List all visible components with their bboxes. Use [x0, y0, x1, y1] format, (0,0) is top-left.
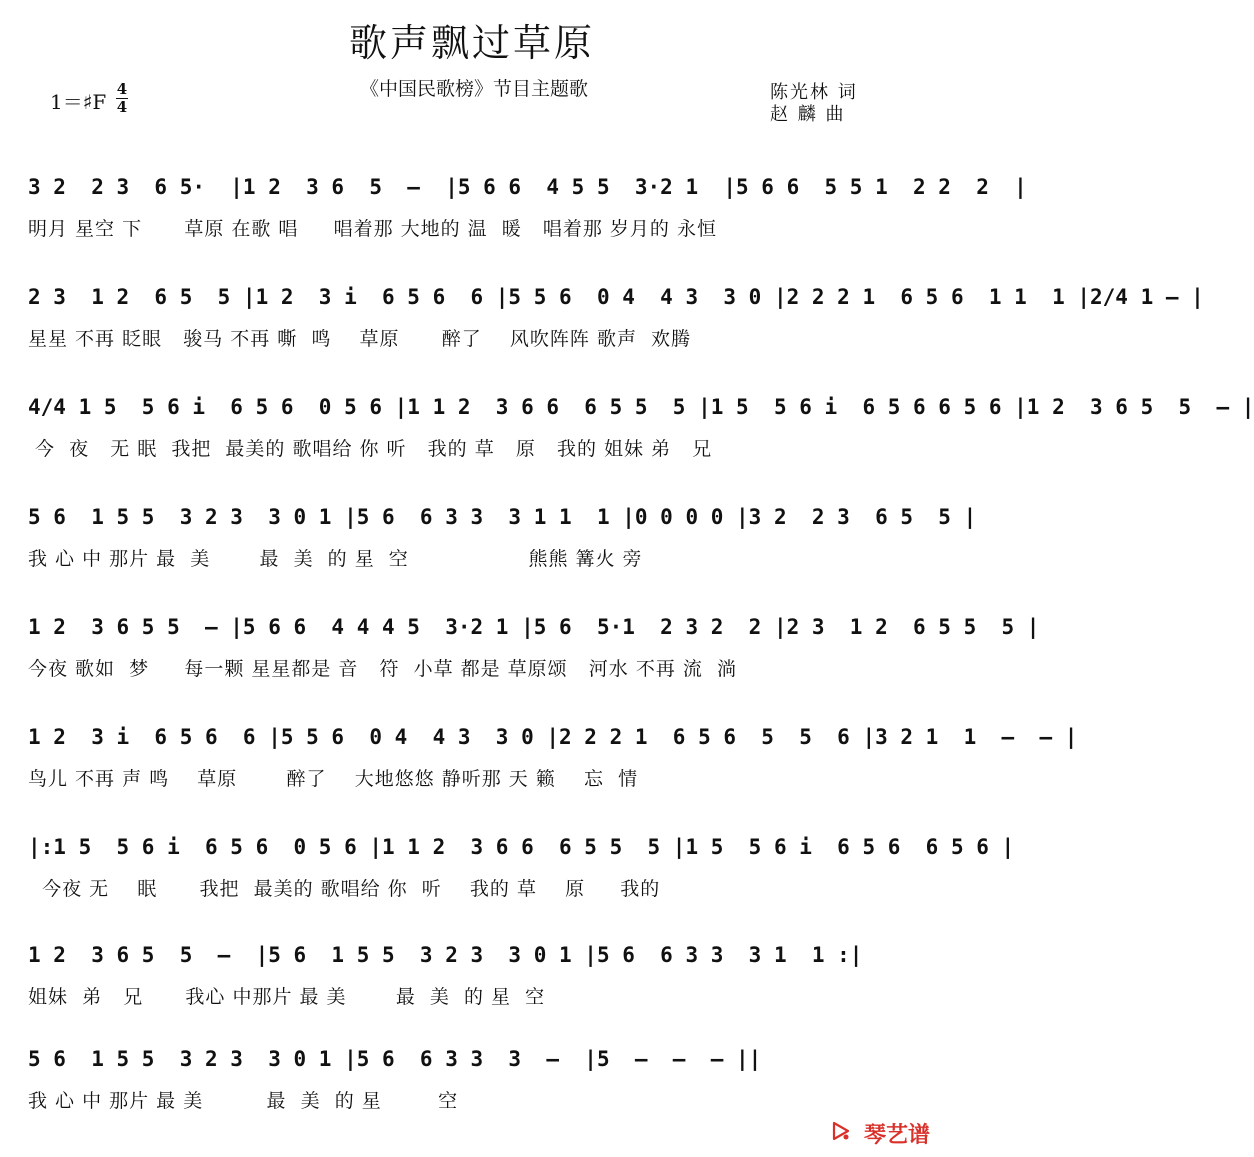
score-line-5 [28, 612, 1040, 684]
lyrics-line-6: 鸟儿 不再 声 鸣 草原 醉了 大地悠悠 静听那 天 籁 忘 情 [28, 768, 639, 790]
time-signature-bottom: 4 [116, 98, 128, 116]
notes-line-8: 1 2 3 6 5 5 – |5 6 1 5 5 3 2 3 3 0 1 |5 6 6 3 3 3 1 1 :| [28, 943, 863, 967]
score-line-8 [28, 940, 918, 1012]
time-signature-top: 4 [116, 80, 128, 98]
notes-line-1: 3 2 2 3 6 5· |1 2 3 6 5 – |5 6 6 4 5 5 3·2 1 |5 6 6 5 5 1 2 2 2 | [28, 175, 1027, 199]
score-line-1 [28, 172, 1027, 244]
subtitle: 《中国民歌榜》节目主题歌 [360, 78, 589, 100]
page-title: 歌声飘过草原 [348, 21, 595, 65]
lyrics-line-4: 我 心 中 那片 最 美 最 美 的 星 空 熊熊 篝火 旁 [28, 548, 643, 570]
score-line-2 [28, 282, 1204, 354]
music-note-logo-icon [830, 1120, 852, 1148]
notes-line-9: 5 6 1 5 5 3 2 3 3 0 1 |5 6 6 3 3 3 – |5 – – – || [28, 1047, 762, 1071]
score-line-4 [28, 502, 977, 574]
score-line-6 [28, 722, 1078, 794]
score-line-3 [28, 392, 1254, 464]
lyrics-line-5: 今夜 歌如 梦 每一颗 星星都是 音 符 小草 都是 草原颂 河水 不再 流 淌 [28, 658, 737, 680]
composer-credit: 赵 麟 曲 [770, 104, 846, 125]
watermark [830, 1118, 930, 1149]
notes-line-6: 1 2 3 i 6 5 6 6 |5 5 6 0 4 4 3 3 0 |2 2 2 1 6 5 6 5 5 6 |3 2 1 1 – – | [28, 725, 1078, 749]
lyrics-line-3: 今 夜 无 眠 我把 最美的 歌唱给 你 听 我的 草 原 我的 姐妹 弟 兄 [28, 438, 713, 460]
lyrics-line-2: 星星 不再 眨眼 骏马 不再 嘶 鸣 草原 醉了 风吹阵阵 歌声 欢腾 [28, 328, 692, 350]
lyrics-line-7: 今夜 无 眠 我把 最美的 歌唱给 你 听 我的 草 原 我的 [28, 878, 661, 900]
watermark-text: 琴艺谱 [863, 1123, 930, 1148]
notes-line-7: |:1 5 5 6 i 6 5 6 0 5 6 |1 1 2 3 6 6 6 5 5 5 |1 5 5 6 i 6 5 6 6 5 6 | [28, 835, 1015, 859]
lyrics-line-1: 明月 星空 下 草原 在歌 唱 唱着那 大地的 温 暖 唱着那 岁月的 永恒 [28, 218, 717, 240]
lyrics-line-9: 我 心 中 那片 最 美 最 美 的 星 空 [28, 1090, 459, 1112]
key-signature: 1＝♯F [50, 90, 107, 114]
score-line-9 [28, 1044, 918, 1116]
score-line-7 [28, 832, 1015, 904]
notes-line-3: 4/4 1 5 5 6 i 6 5 6 0 5 6 |1 1 2 3 6 6 6 5 5 5 |1 5 5 6 i 6 5 6 6 5 6 |1 2 3 6 5 5 – | [28, 395, 1254, 419]
notes-line-4: 5 6 1 5 5 3 2 3 3 0 1 |5 6 6 3 3 3 1 1 1 |0 0 0 0 |3 2 2 3 6 5 5 | [28, 505, 977, 529]
lyrics-line-8: 姐妹 弟 兄 我心 中那片 最 美 最 美 的 星 空 [28, 986, 546, 1008]
notes-line-2: 2 3 1 2 6 5 5 |1 2 3 i 6 5 6 6 |5 5 6 0 4 4 3 3 0 |2 2 2 1 6 5 6 1 1 1 |2/4 1 – | [28, 285, 1204, 309]
notes-line-5: 1 2 3 6 5 5 – |5 6 6 4 4 4 5 3·2 1 |5 6 5·1 2 3 2 2 |2 3 1 2 6 5 5 5 | [28, 615, 1040, 639]
lyricist-credit: 陈光林 词 [770, 82, 858, 103]
